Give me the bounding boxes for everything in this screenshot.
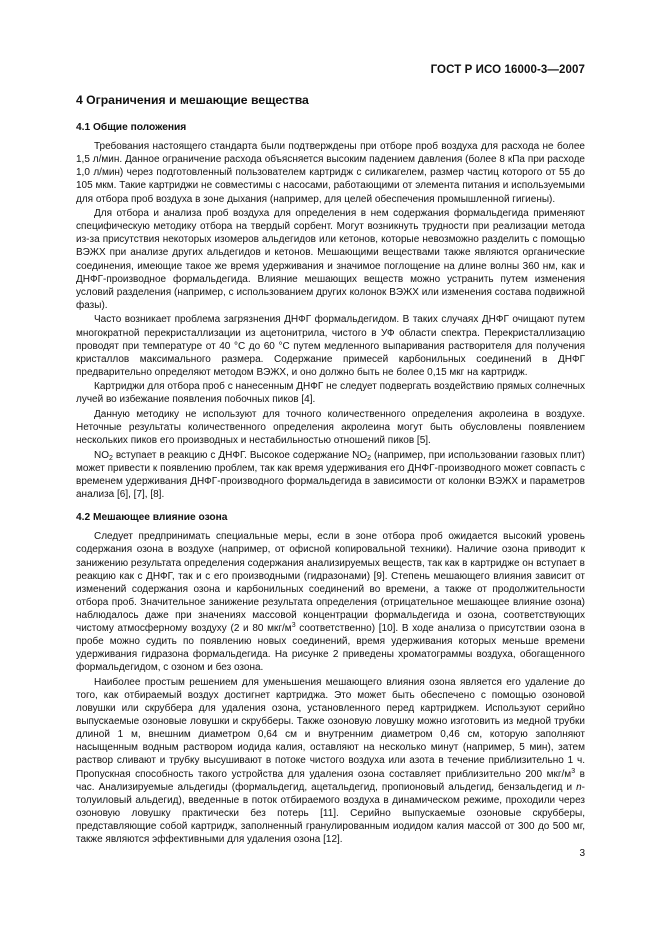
text-span: в час. Анализируемые альдегиды (формальдегид, ацетальдегид, пропионовый альдегид, бензальдегид и — [76, 768, 585, 793]
text-span: -толуиловый альдегид), введенные в поток отбираемого воздуха в динамическом режиме, проходили через озоновую ловушку практически без потерь [11]. Серийно выпускаемые озоновые скрубберы, представляющие собой картридж, заполненный гранулированным иодидом калия массой от 300 до 500 мг, также являются эффективными для удаления озона [12]. — [76, 781, 585, 845]
subsection-title-general: 4.1 Общие положения — [76, 122, 187, 134]
superscript: 3 — [291, 621, 296, 629]
subsection-title-ozone: 4.2 Мешающее влияние озона — [76, 512, 228, 524]
paragraph: Для отбора и анализа проб воздуха для определения в нем содержания формальдегида применяют специфическую методику отбора на твердый сорбент. Могут возникнуть трудности при реализации метода из-за присутствия некоторых изомеров альдегидов или кетонов, которые невозможно разделить с помощью ВЭЖХ при анализе других альдегидов и кетонов. Мешающими веществами также являются органические соединения, имеющие такое же время удерживания и значимое поглощение на длине волны 360 нм, как и ДНФГ-производное формальдегида. Влияние мешающих веществ можно устранить путем изменения условий разделения (например, с использованием других колонок ВЭЖХ или изменения состава подвижной фазы). — [76, 208, 585, 311]
paragraph-no2 — [76, 449, 585, 501]
italic-text: n — [576, 781, 582, 793]
text-span: NO — [94, 449, 109, 461]
document-header: ГОСТ Р ИСО 16000-3—2007 — [430, 64, 585, 76]
text-span: (например, при использовании газовых плит) может привести к появлению проблем, так как время удерживания его ДНФГ-производного может совпасть с временем удерживания ДНФГ-производного формальдегида в зависимости от колонки ВЭЖХ и параметров анализа [6], [7], [8]. — [76, 449, 585, 501]
page-number: 3 — [579, 848, 585, 859]
superscript: 3 — [571, 767, 576, 775]
paragraph: Данную методику не используют для точного количественного определения акролеина в воздухе. Неточные результаты количественного определения акролеина могут быть обусловлены появлением нескольких пиков его производных и нестабильностью отношений пиков [5]. — [76, 409, 585, 447]
paragraph: Часто возникает проблема загрязнения ДНФГ формальдегидом. В таких случаях ДНФГ очищают путем многократной перекристаллизации из ацетонитрила, чистого в УФ области спектра. Перекристаллизацию проводят при температуре от 40 °С до 60 °С путем медленного выпаривания растворителя для получения кристаллов максимального размера. Содержание примесей карбонильных соединений в ДНФГ предварительно определяют методом ВЭЖХ, и оно должно быть не более 0,15 мкг на картридж. — [76, 314, 585, 378]
text-span: соответственно) [10]. В ходе анализа о присутствии озона в пробе можно судить по появлению новых соединений, время удерживания которых меньше времени удерживания гидразона формальдегида. На рисунке 2 приведены хроматограммы воздуха, обогащенного формальдегидом, с озоном и без озона. — [76, 622, 586, 674]
text-span: Наиболее простым решением для уменьшения мешающего влияния озона является его удаление до того, как отбираемый воздух достигнет картриджа. Это может быть обеспечено с помощью озоновой ловушки или скруббера для удаления озона, установленного перед картриджем. Используют серийно выпускаемые озоновые ловушки и скрубберы. Также озоновую ловушку можно изготовить из медной трубки длиной 1 м, внешним диаметром 0,64 см и внутренним диаметром 0,46 см, которую заполняют насыщенным водным раствором иодида калия, оставляют на несколько минут (например, 5 мин), затем раствор сливают и трубку высушивают в потоке чистого воздуха или азота в течение приблизительно 1 ч. Пропускная способность такого устройства для удаления озона составляет приблизительно 200 мкг/м — [76, 676, 585, 780]
section-title: 4 Ограничения и мешающие вещества — [76, 93, 309, 107]
paragraph — [76, 676, 585, 846]
text-span: Следует предпринимать специальные меры, если в зоне отбора проб ожидается высокий уровень содержания озона в воздухе (например, от офисной копировальной техники). Наличие озона приводит к занижению результата определения содержания анализируемых веществ, так как в картридже он вступает в реакцию как с ДНФГ, так и с его производными (гидразонами) [9]. Степень мешающего влияния зависит от изменений содержания озона и карбонильных соединений во времени, а также от продолжительности отбора проб. Значительное занижение результата определения (отрицательное мешающее влияние озона) наблюдалось даже при значениях массовой концентрации формальдегида и озона, соответствующих чистому атмосферному воздуху (2 и 80 мкг/м — [76, 531, 585, 634]
subscript: 2 — [109, 454, 113, 462]
paragraph: Требования настоящего стандарта были подтверждены при отборе проб воздуха для расхода не более 1,5 л/мин. Данное ограничение расхода объясняется высоким падением давления (более 8 кПа при расходе 1,0 л/мин) через подготовленный пользователем картридж с силикагелем, размер частиц которого от 55 до 105 мкм. Такие картриджи не совместимы с насосами, работающими от элемента питания и используемыми для отбора проб воздуха в зоне дыхания (например, для целей обеспечения промышленной гигиены). — [76, 141, 585, 205]
document-body — [76, 94, 585, 848]
paragraph — [76, 530, 585, 674]
text-span: вступает в реакцию с ДНФГ. Высокое содержание NO — [112, 449, 368, 461]
subscript: 2 — [367, 454, 372, 462]
paragraph: Картриджи для отбора проб с нанесенным ДНФГ не следует подвергать воздействию прямых солнечных лучей во избежание появления побочных пиков [4]. — [76, 381, 585, 406]
